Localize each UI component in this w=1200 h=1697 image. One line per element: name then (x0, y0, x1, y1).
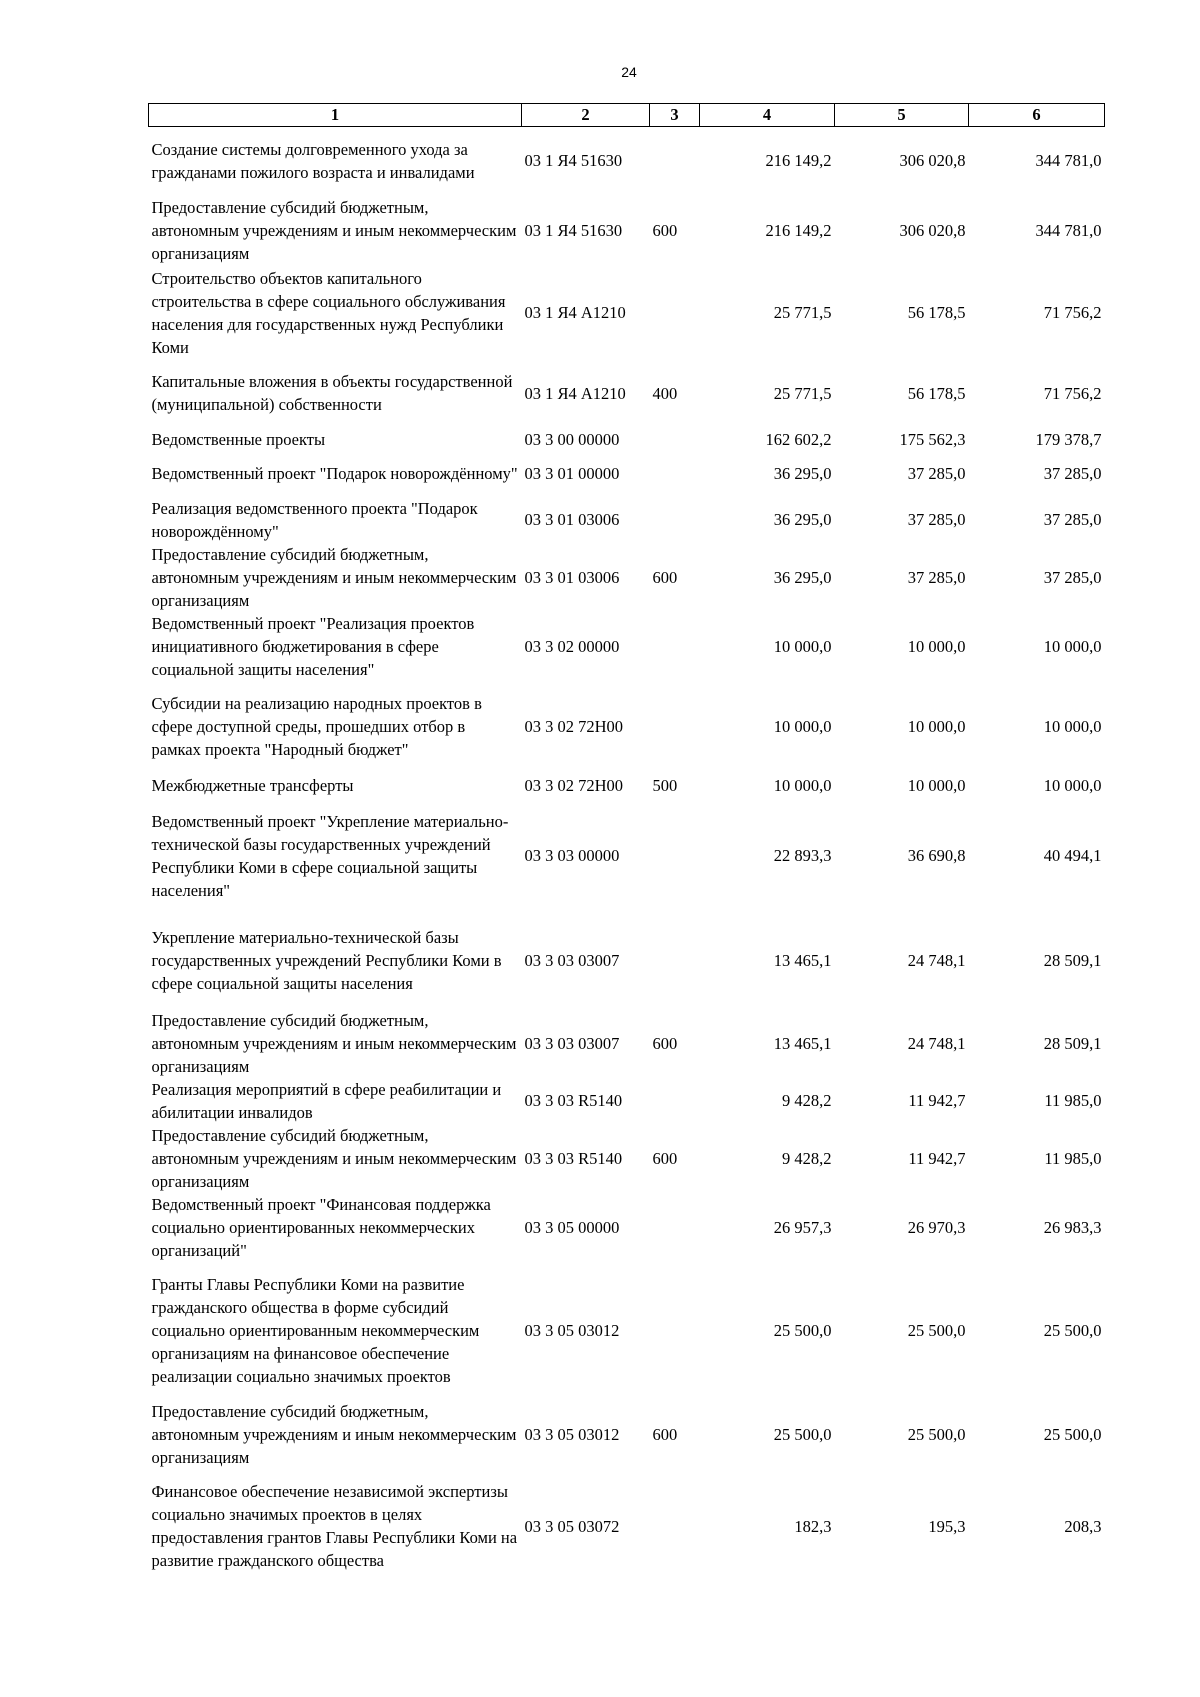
table-row (149, 773, 1105, 799)
row-value-year-3: 208,3 (1064, 1516, 1102, 1536)
row-value-year-3: 37 285,0 (1043, 510, 1102, 529)
row-value-year-2: 37 285,0 (907, 567, 966, 587)
row-code-cell: 03 3 02 72Н00 (524, 776, 624, 795)
column-header-code: 2 (522, 104, 650, 127)
row-value-year-1: 216 149,2 (765, 151, 832, 171)
row-name-cell: Предоставление субсидий бюджетным, автономным учреждениям и иным некоммерческим организациям (151, 198, 517, 263)
row-value-year-2: 11 942,7 (908, 1091, 966, 1110)
row-code-cell: 03 3 00 00000 (524, 429, 620, 449)
row-value-year-3: 37 285,0 (1043, 464, 1102, 483)
page-number: 24 (621, 64, 637, 80)
row-value-year-1: 36 295,0 (773, 567, 832, 587)
row-value-year-1: 162 602,2 (765, 429, 832, 449)
row-name-cell: Реализация ведомственного проекта "Подарок новорождённому" (151, 498, 478, 541)
row-expense-type-cell: 600 (652, 1033, 678, 1053)
row-code-cell: 03 3 01 03006 (524, 567, 620, 587)
row-value-year-3: 28 509,1 (1043, 1033, 1102, 1053)
table-row (149, 543, 1105, 612)
row-name-cell: Предоставление субсидий бюджетным, автономным учреждениям и иным некоммерческим организациям (151, 544, 517, 610)
row-value-year-1: 10 000,0 (773, 776, 832, 795)
row-code-cell: 03 3 03 00000 (524, 846, 620, 865)
row-value-year-2: 36 690,8 (907, 846, 966, 865)
row-value-year-2: 25 500,0 (907, 1424, 966, 1444)
row-expense-type-cell (650, 1262, 700, 1400)
row-value-year-1: 26 957,3 (773, 1217, 832, 1237)
table-row (149, 1193, 1105, 1262)
row-code-cell: 03 1 Я4 51630 (524, 221, 623, 240)
row-value-year-3: 10 000,0 (1043, 776, 1102, 795)
row-value-year-2: 11 942,7 (908, 1148, 966, 1168)
row-value-year-2: 56 178,5 (907, 383, 966, 403)
row-value-year-3: 10 000,0 (1043, 717, 1102, 736)
table-row (149, 428, 1105, 451)
row-code-cell: 03 3 03 R5140 (524, 1091, 623, 1110)
table-row (149, 1124, 1105, 1193)
row-value-year-3: 25 500,0 (1043, 1321, 1102, 1340)
row-name-cell: Субсидии на реализацию народных проектов в сфере доступной среды, прошедших отбор в рамках проекта "Народный бюджет" (151, 694, 482, 759)
row-value-year-1: 10 000,0 (773, 717, 832, 736)
row-expense-type-cell (650, 127, 700, 195)
row-expense-type-cell (650, 1193, 700, 1262)
row-value-year-2: 10 000,0 (907, 636, 966, 656)
row-code-cell: 03 3 01 03006 (524, 510, 620, 529)
column-header-year-1: 4 (700, 104, 835, 127)
row-code-cell: 03 1 Я4 А1210 (524, 303, 626, 322)
row-value-year-1: 25 771,5 (773, 303, 832, 322)
row-expense-type-cell (650, 267, 700, 359)
row-value-year-3: 37 285,0 (1043, 567, 1102, 587)
row-name-cell: Межбюджетные трансферты (151, 776, 354, 795)
row-value-year-3: 11 985,0 (1044, 1148, 1102, 1168)
row-expense-type-cell (650, 1078, 700, 1124)
table-row (149, 127, 1105, 195)
row-name-cell: Капитальные вложения в объекты государственной (муниципальной) собственности (151, 372, 513, 414)
row-value-year-2: 25 500,0 (907, 1321, 966, 1340)
row-code-cell: 03 3 05 03012 (524, 1424, 620, 1444)
table-body (149, 127, 1105, 1584)
row-expense-type-cell: 400 (652, 383, 678, 403)
row-code-cell: 03 1 Я4 А1210 (524, 383, 626, 403)
row-name-cell: Ведомственные проекты (151, 429, 326, 449)
row-expense-type-cell: 600 (652, 221, 678, 240)
budget-table (148, 103, 1105, 1584)
row-code-cell: 03 3 01 00000 (524, 464, 620, 483)
row-value-year-3: 10 000,0 (1043, 636, 1102, 656)
table-row (149, 1078, 1105, 1124)
table-row (149, 612, 1105, 681)
table-row (149, 359, 1105, 428)
row-value-year-2: 195,3 (928, 1516, 966, 1536)
row-value-year-1: 9 428,2 (782, 1148, 832, 1168)
row-expense-type-cell: 600 (652, 1424, 678, 1444)
row-expense-type-cell: 500 (652, 776, 678, 795)
row-value-year-2: 10 000,0 (907, 776, 966, 795)
column-header-year-3: 6 (969, 104, 1105, 127)
table-row (149, 799, 1105, 913)
column-header-year-2: 5 (835, 104, 969, 127)
row-expense-type-cell (650, 451, 700, 497)
row-expense-type-cell (650, 681, 700, 773)
row-name-cell: Реализация мероприятий в сфере реабилитации и абилитации инвалидов (151, 1079, 502, 1122)
row-value-year-3: 28 509,1 (1043, 951, 1102, 970)
row-expense-type-cell (650, 913, 700, 1009)
row-name-cell: Предоставление субсидий бюджетным, автономным учреждениям и иным некоммерческим организациям (151, 1010, 517, 1076)
row-value-year-1: 13 465,1 (773, 951, 832, 970)
row-value-year-2: 175 562,3 (899, 429, 966, 449)
row-code-cell: 03 3 03 03007 (524, 951, 620, 970)
table-row (149, 1262, 1105, 1400)
row-code-cell: 03 3 05 03072 (524, 1516, 620, 1536)
row-name-cell: Гранты Главы Республики Коми на развитие гражданского общества в форме субсидий социально ориентированным некоммерческим организациям на финансовое обеспечение реализации социально значимых проектов (151, 1275, 480, 1386)
row-value-year-1: 9 428,2 (782, 1091, 832, 1110)
table-row (149, 1009, 1105, 1078)
row-code-cell: 03 3 05 00000 (524, 1217, 620, 1237)
row-expense-type-cell (650, 428, 700, 451)
row-value-year-3: 344 781,0 (1035, 221, 1102, 240)
row-expense-type-cell (650, 799, 700, 913)
row-value-year-2: 24 748,1 (907, 1033, 966, 1053)
row-value-year-1: 10 000,0 (773, 636, 832, 656)
row-value-year-3: 11 985,0 (1044, 1091, 1102, 1110)
row-expense-type-cell (650, 612, 700, 681)
row-value-year-3: 71 756,2 (1043, 383, 1102, 403)
row-name-cell: Создание системы долговременного ухода за гражданами пожилого возраста и инвалидами (151, 139, 475, 182)
table-row (149, 451, 1105, 497)
row-value-year-2: 37 285,0 (907, 510, 966, 529)
row-value-year-2: 24 748,1 (907, 951, 966, 970)
row-code-cell: 03 3 02 72Н00 (524, 717, 624, 736)
row-value-year-3: 71 756,2 (1043, 303, 1102, 322)
row-value-year-2: 37 285,0 (907, 464, 966, 483)
row-code-cell: 03 3 05 03012 (524, 1321, 620, 1340)
table-row (149, 267, 1105, 359)
row-value-year-3: 40 494,1 (1043, 846, 1102, 865)
row-name-cell: Ведомственный проект "Подарок новорождённому" (151, 464, 518, 483)
row-name-cell: Строительство объектов капитального строительства в сфере социального обслуживания населения для государственных нужд Республики Коми (151, 268, 506, 357)
row-expense-type-cell (650, 1469, 700, 1584)
row-value-year-3: 26 983,3 (1043, 1217, 1102, 1237)
column-header-type: 3 (650, 104, 700, 127)
row-value-year-1: 22 893,3 (773, 846, 832, 865)
row-code-cell: 03 3 03 03007 (524, 1033, 620, 1053)
table-row (149, 497, 1105, 543)
row-value-year-1: 182,3 (794, 1516, 832, 1536)
row-value-year-2: 56 178,5 (907, 303, 966, 322)
row-value-year-1: 25 500,0 (773, 1321, 832, 1340)
row-code-cell: 03 3 02 00000 (524, 636, 620, 656)
column-header-name: 1 (149, 104, 522, 127)
row-code-cell: 03 3 03 R5140 (524, 1148, 623, 1168)
row-name-cell: Финансовое обеспечение независимой экспертизы социально значимых проектов в целях предоставления грантов Главы Республики Коми на развитие гражданского общества (151, 1482, 518, 1570)
row-value-year-3: 179 378,7 (1035, 429, 1102, 449)
row-expense-type-cell: 600 (652, 567, 678, 587)
row-expense-type-cell: 600 (652, 1148, 678, 1168)
row-value-year-3: 25 500,0 (1043, 1424, 1102, 1444)
row-name-cell: Укрепление материально-технической базы государственных учреждений Республики Коми в сфере социальной защиты населения (151, 928, 502, 993)
header-row (149, 104, 1105, 127)
row-value-year-1: 25 500,0 (773, 1424, 832, 1444)
row-name-cell: Ведомственный проект "Реализация проектов инициативного бюджетирования в сфере социальной защиты населения" (151, 613, 475, 679)
table-row (149, 913, 1105, 1009)
row-expense-type-cell (650, 497, 700, 543)
row-name-cell: Ведомственный проект "Укрепление материально-технической базы государственных учреждений Республики Коми в сфере социальной защиты населения" (151, 811, 509, 900)
row-name-cell: Предоставление субсидий бюджетным, автономным учреждениям и иным некоммерческим организациям (151, 1401, 517, 1467)
row-value-year-2: 10 000,0 (907, 717, 966, 736)
row-value-year-2: 306 020,8 (899, 151, 966, 171)
row-value-year-1: 36 295,0 (773, 510, 832, 529)
row-value-year-3: 344 781,0 (1035, 151, 1102, 171)
row-value-year-2: 26 970,3 (907, 1217, 966, 1237)
table-row (149, 195, 1105, 267)
row-value-year-1: 25 771,5 (773, 383, 832, 403)
row-value-year-2: 306 020,8 (899, 221, 966, 240)
table-row (149, 1400, 1105, 1469)
row-value-year-1: 216 149,2 (765, 221, 832, 240)
row-value-year-1: 36 295,0 (773, 464, 832, 483)
row-code-cell: 03 1 Я4 51630 (524, 151, 623, 171)
row-name-cell: Ведомственный проект "Финансовая поддержка социально ориентированных некоммерческих организаций" (151, 1194, 491, 1260)
row-value-year-1: 13 465,1 (773, 1033, 832, 1053)
table-row (149, 681, 1105, 773)
table-row (149, 1469, 1105, 1584)
row-name-cell: Предоставление субсидий бюджетным, автономным учреждениям и иным некоммерческим организациям (151, 1125, 517, 1191)
